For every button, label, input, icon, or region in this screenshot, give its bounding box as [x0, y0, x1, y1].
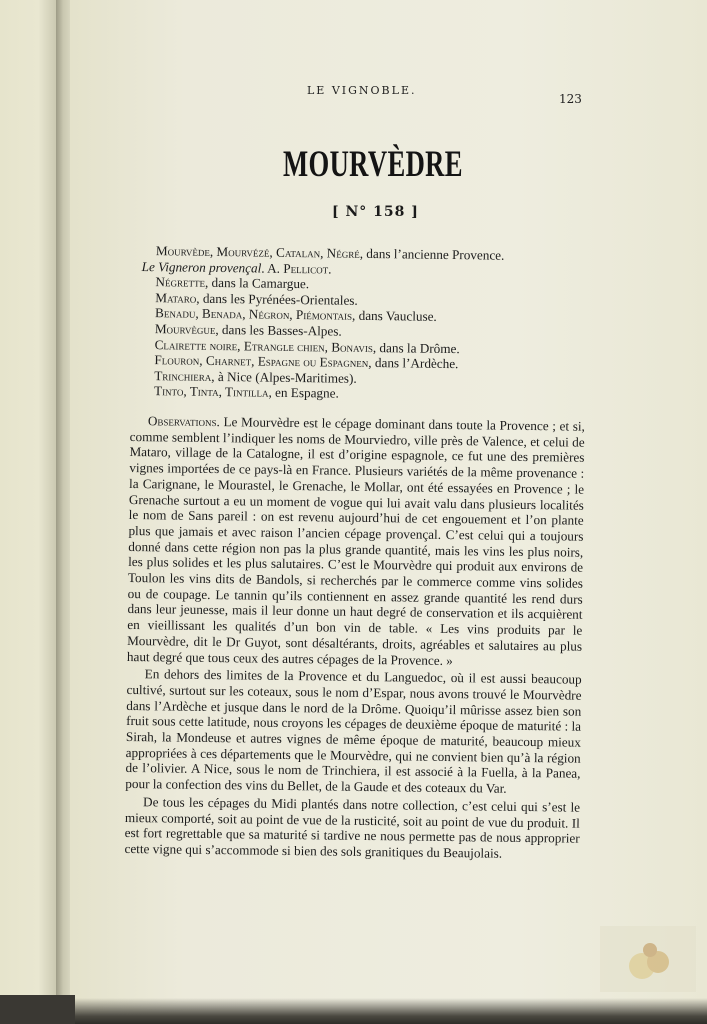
observations-label: Observations. — [147, 413, 220, 430]
synonym-region: , dans la Drôme. — [372, 339, 460, 356]
synonym-region: , dans la Camargue. — [204, 275, 310, 292]
paragraph — [127, 413, 585, 670]
synonym-source: Le Vigneron provençal — [141, 258, 262, 276]
synonym-names: Clairette noire, Etrangle chien, Bonavis — [154, 336, 374, 355]
synonym-names: Mourvède, Mourvézé, Catalan, Négré — [155, 243, 360, 261]
synonym-author: Pellicot — [283, 260, 329, 277]
paragraph: De tous les cépages du Midi plantés dans notre collection, c’est celui qui s’est le mieux comporté, soit au point de vue de la rusticité, soit au point de vue du produit. Il est fort regrettable que sa maturité si tardive ne nous permette pas de nous approprier cette vigne qui s’accommode si bien des sols granitiques du Beaujolais. — [124, 794, 581, 861]
synonym-names: Benadu, Benada, Négron, Piémontais — [154, 305, 353, 324]
synonym-names: Mataro — [155, 289, 197, 306]
page-title: MOURVÈDRE — [283, 144, 463, 185]
synonym-names: Mourvègue — [154, 321, 216, 337]
corner-shadow — [0, 995, 75, 1024]
running-head: LE VIGNOBLE. — [307, 84, 417, 97]
synonym-region: , en Espagne. — [268, 385, 339, 401]
synonym-names: Trinchiera — [154, 367, 212, 384]
synonym-names: Négrette — [155, 274, 206, 291]
synonym-region: . A. — [261, 260, 284, 276]
paragraph-text: Le Mourvèdre est le cépage dominant dans toute la Provence ; et si, comme semblent l’indiquer les noms de Mourviedro, ville près de Valence, et celui de Mataro, village de la Catalogne, il est d’origine espagnole, ce fut une des premières vignes importées de ce pays-là en France. Plusieurs variétés de la même provenance : la Carignane, le Mourastel, le Grenache, le Mollar, ont été essayées en Provence ; le Grenache surtout a eu un moment de vogue qui lui avait valu dans plusieurs localités le nom de Sans pareil : on est revenu aujourd’hui de cet engouement et l’on plante plus que jamais et avec raison l’ancien cépage provençal. C’est celui qui a toujours donné dans cette région non pas la plus grande quantité, mais les vins les plus noirs, les plus solides et les plus salutaires. C’est le Mourvèdre qui produit aux environs de Toulon les vins dits de Bandols, si recherchés par le commerce comme vins solides ou de coupage. Le tannin qu’ils contiennent en assez grande quantité les rend durs dans leur jeunesse, mais il leur donne un haut degré de conservation et ils acquièrent en vieillissant les qualités d’un bon vin de table. « Les vins produits par le Mourvèdre, dit le Dr Guyot, sont désaltérants, droits, agréables et salutaires au plus haut degré que tous ceux des autres cépages de la Provence. » — [126, 414, 585, 668]
observations-section — [124, 413, 585, 864]
page-number: 123 — [559, 92, 582, 106]
paragraph: En dehors des limites de la Provence et du Languedoc, où il est aussi beaucoup cultivé, surtout sur les coteaux, sous le nom d’Espar, nous avons trouvé le Mourvèdre dans l’Ardèche et jusque dans le nord de la Drôme. Quoiqu’il mûrisse assez bien son fruit sous cette latitude, nous croyons les cépages de deuxième époque de maturité : la Sirah, la Mondeuse et autres vignes de même époque de maturité, beaucoup mieux appropriées à ces départements que le Mourvèdre, qui ne convient bien qu’à la région de l’olivier. A Nice, sous le nom de Trinchiera, il est associé à la Fuella, à la Panea, pour la confection des vins du Bellet, de la Gaude et des coteaux du Var. — [125, 666, 582, 796]
left-page-edge — [0, 0, 64, 1024]
synonym-region: , dans Vaucluse. — [351, 308, 437, 325]
bottom-shadow — [0, 998, 707, 1024]
synonym-names: Flouron, Charnet, Espagne ou Espagnen — [154, 352, 369, 371]
synonym-region: , dans les Basses-Alpes. — [215, 321, 342, 339]
synonym-region: , dans l’ancienne Provence. — [359, 245, 505, 263]
watermark-fruit-icon — [600, 926, 696, 992]
synonyms-list — [140, 243, 582, 405]
synonym-names: Tinto, Tinta, Tintilla — [153, 383, 269, 401]
synonym-region: , dans l’Ardèche. — [368, 355, 459, 372]
synonym-region: , dans les Pyrénées-Orientales. — [196, 290, 358, 308]
entry-number: [ N° 158 ] — [332, 204, 419, 220]
synonym-region: , à Nice (Alpes-Maritimes). — [211, 368, 357, 386]
synonym-punct: . — [328, 261, 332, 277]
